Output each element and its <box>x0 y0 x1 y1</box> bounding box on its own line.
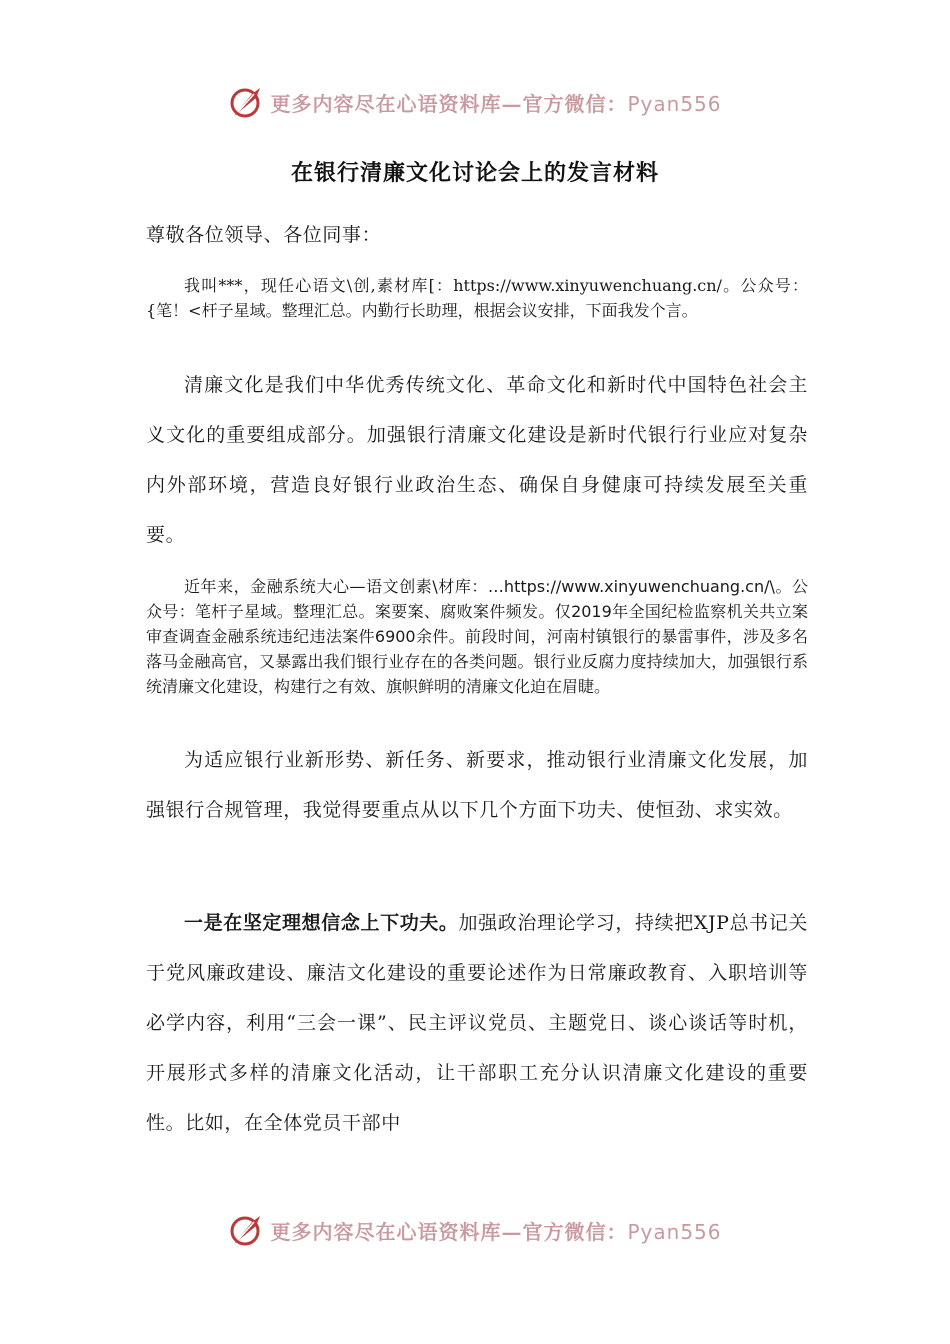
quill-logo-icon <box>228 1212 264 1248</box>
paragraph-3: 为适应银行业新形势、新任务、新要求，推动银行业清廉文化发展，加强银行合规管理，我觉得要重点从以下几个方面下功夫、使恒劲、求实效。 <box>146 749 808 821</box>
footer-banner <box>0 1210 950 1250</box>
point-1-paragraph <box>146 898 808 1148</box>
point-1-heading: 一是在坚定理想信念上下功夫。 <box>184 912 459 934</box>
paragraph-2: 近年来，金融系统大心—语文创素\材库：…https://www.xinyuwenchuang.cn/\。公众号：笔杆子星域。整理汇总。案要案、腐败案件频发。仅2019年全国纪检监察机关共立案审查调查金融系统违纪违法案件6900余件。前段时间，河南村镇银行的暴雷事件，涉及多名落马金融高官，又暴露出我们银行业存在的各类问题。银行业反腐力度持续加大，加强银行系统清廉文化建设，构建行之有效、旗帜鲜明的清廉文化迫在眉睫。 <box>146 577 808 696</box>
banner-text: 更多内容尽在心语资料库—官方微信：Pyan556 <box>270 91 722 116</box>
page-title: 在银行清廉文化讨论会上的发言材料 <box>290 161 659 186</box>
point-1-body: 加强政治理论学习，持续把XJP总书记关于党风廉政建设、廉洁文化建设的重要论述作为日常廉政教育、入职培训等必学内容，利用“三会一课”、民主评议党员、主题党日、谈心谈话等时机，开展形式多样的清廉文化活动，让干部职工充分认识清廉文化建设的重要性。比如，在全体党员干部中 <box>146 912 809 1134</box>
salutation: 尊敬各位领导、各位同事： <box>146 224 382 246</box>
banner-text: 更多内容尽在心语资料库—官方微信：Pyan556 <box>270 1219 722 1244</box>
header-banner <box>0 82 950 122</box>
intro-paragraph: 我叫***，现任心语文\创,素材库[：https://www.xinyuwenchuang.cn/。公众号：{笔！<杆子星域。整理汇总。内勤行长助理，根据会议安排，下面我发个言。 <box>146 276 808 320</box>
quill-logo-icon <box>228 84 264 120</box>
paragraph-1: 清廉文化是我们中华优秀传统文化、革命文化和新时代中国特色社会主义文化的重要组成部分。加强银行清廉文化建设是新时代银行行业应对复杂内外部环境，营造良好银行业政治生态、确保自身健康可持续发展至关重要。 <box>146 374 808 546</box>
